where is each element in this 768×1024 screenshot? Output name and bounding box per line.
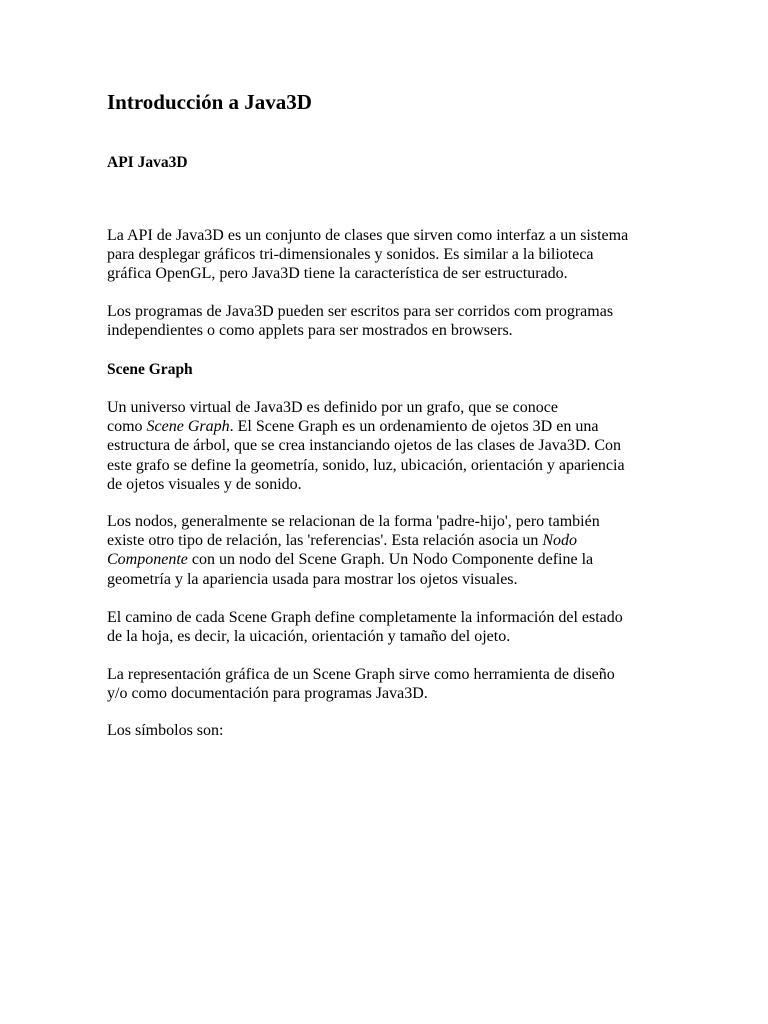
page-title: Introducción a Java3D <box>107 90 312 114</box>
text-fragment: como <box>107 418 147 436</box>
text-line <box>107 531 600 550</box>
text-fragment: existe otro tipo de relación, las 'referencias'. Esta relación asocia un <box>107 532 543 550</box>
paragraph-api-programs <box>107 302 613 340</box>
text-line: Los programas de Java3D pueden ser escritos para ser corridos com programas <box>107 303 614 320</box>
text-line: independientes o como applets para ser mostrados en browsers. <box>107 322 513 340</box>
text-line: La representación gráfica de un Scene Graph sirve como herramienta de diseño <box>107 666 615 683</box>
paragraph-scene-nodes <box>107 512 600 589</box>
emphasis-componente: Componente <box>107 551 188 569</box>
section-heading-scene-graph: Scene Graph <box>107 361 193 378</box>
emphasis-nodo: Nodo <box>542 532 578 550</box>
paragraph-symbols <box>107 721 223 740</box>
text-line: gráfica OpenGL, pero Java3D tiene la característica de ser estructurado. <box>107 265 568 283</box>
text-line: de ojetos visuales y de sonido. <box>107 475 302 493</box>
text-line: Los símbolos son: <box>107 722 224 739</box>
paragraph-scene-representation <box>107 665 615 703</box>
text-line: geometría y la apariencia usada para mostrar los ojetos visuales. <box>107 570 518 588</box>
text-line: y/o como documentación para programas Java3D. <box>107 685 428 703</box>
emphasis-scene-graph: Scene Graph <box>146 418 230 436</box>
text-line: estructura de árbol, que se crea instanciando ojetos de las clases de Java3D. Con <box>107 437 622 455</box>
text-line: Los nodos, generalmente se relacionan de la forma 'padre-hijo', pero también <box>107 513 600 530</box>
text-line: de la hoja, es decir, la uicación, orientación y tamaño del ojeto. <box>107 628 511 646</box>
text-fragment: . El Scene Graph es un ordenamiento de ojetos 3D en una <box>229 418 599 436</box>
text-line: La API de Java3D es un conjunto de clases que sirven como interfaz a un sistema <box>107 227 629 244</box>
paragraph-scene-path <box>107 608 623 646</box>
text-line <box>107 417 625 436</box>
text-line: para desplegar gráficos tri-dimensionales y sonidos. Es similar a la bilioteca <box>107 246 594 264</box>
paragraph-api-intro <box>107 226 628 284</box>
text-line <box>107 550 600 569</box>
text-line: Un universo virtual de Java3D es definido por un grafo, que se conoce <box>107 399 558 416</box>
section-heading-api: API Java3D <box>107 154 188 171</box>
text-fragment: con un nodo del Scene Graph. Un Nodo Componente define la <box>187 551 594 569</box>
paragraph-scene-universe <box>107 398 625 494</box>
text-line: El camino de cada Scene Graph define completamente la información del estado <box>107 609 623 626</box>
text-line: este grafo se define la geometría, sonido, luz, ubicación, orientación y apariencia <box>107 456 625 474</box>
